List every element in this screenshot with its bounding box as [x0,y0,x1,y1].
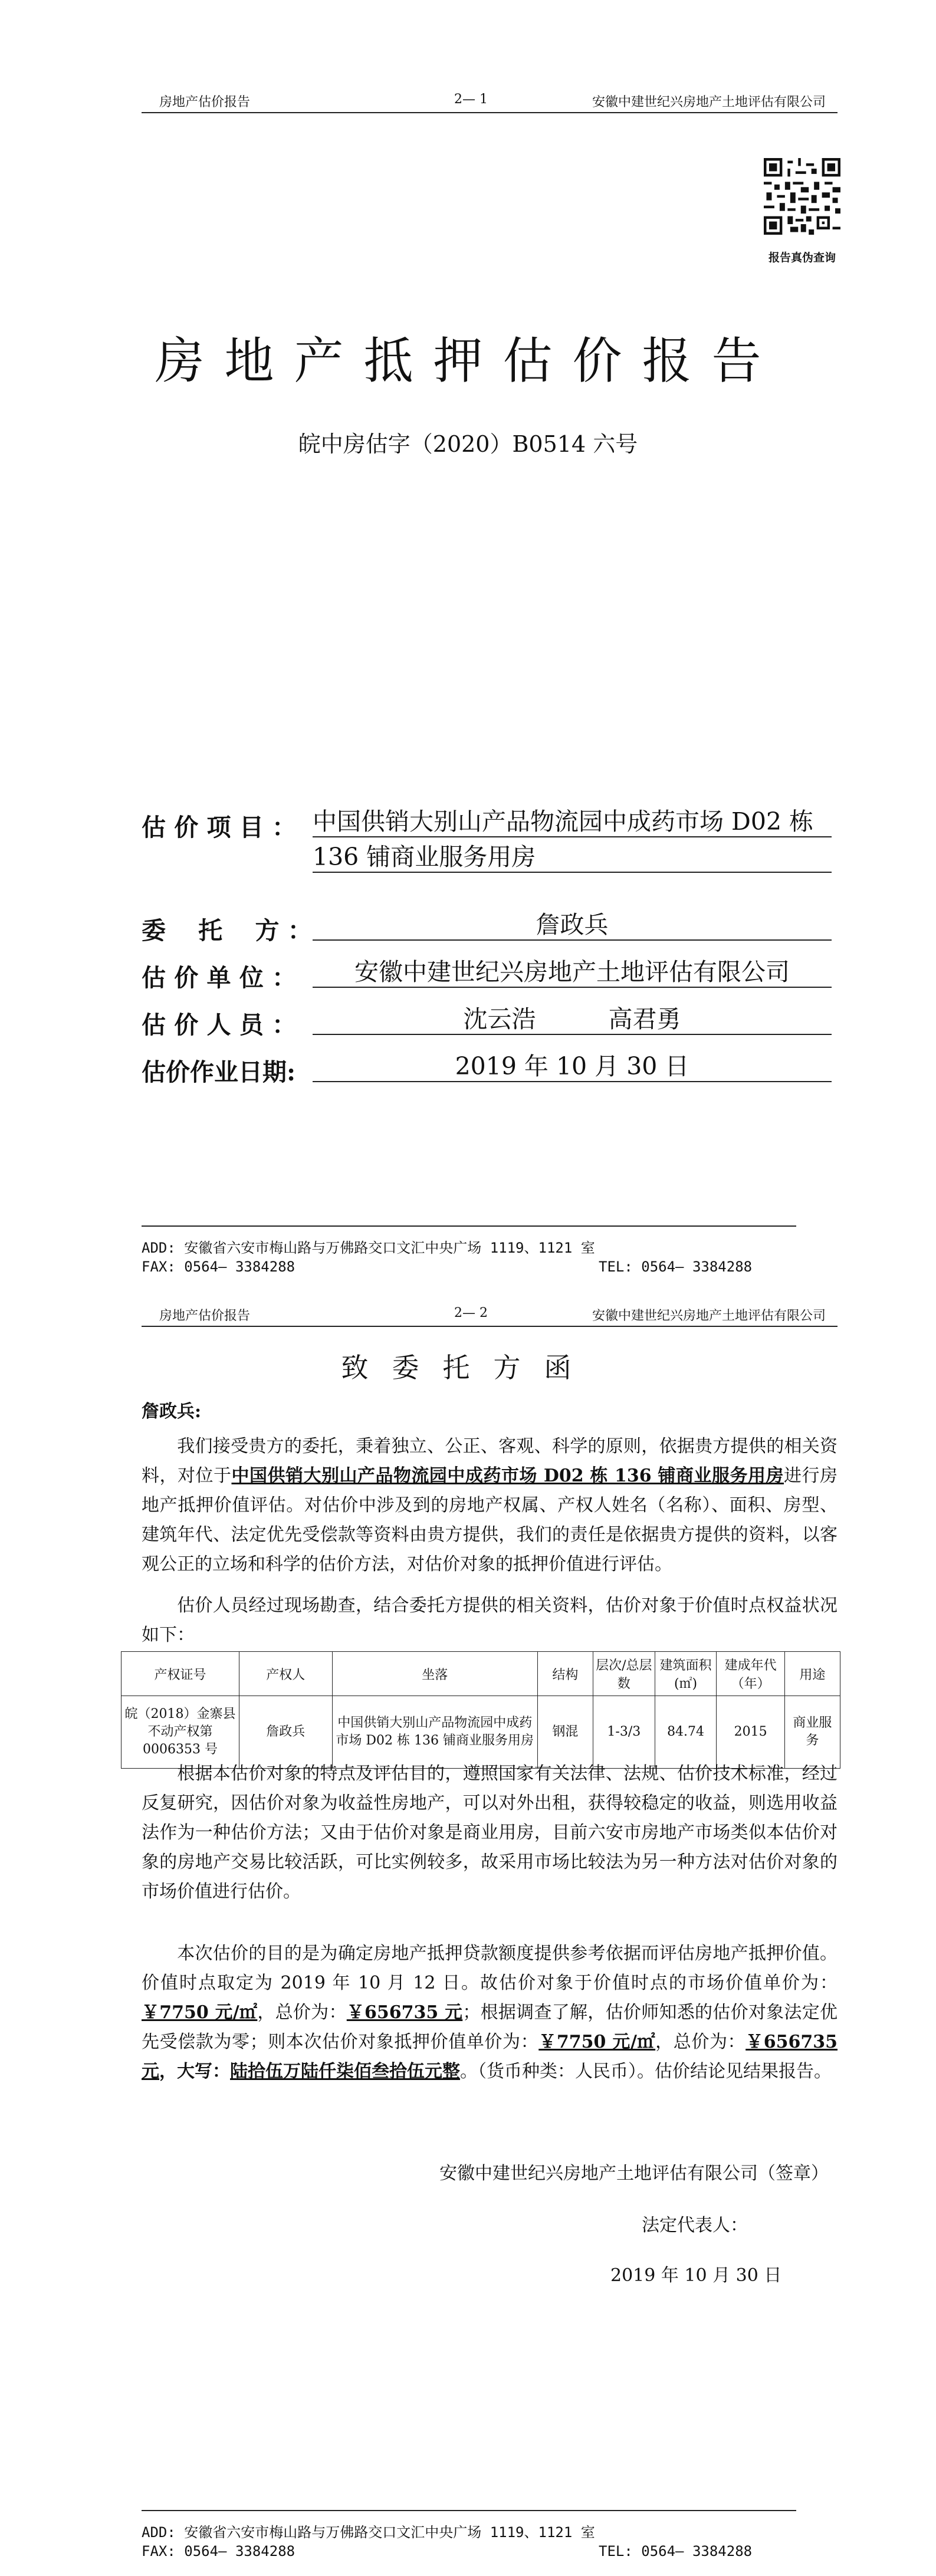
total-price: ￥656735 元 [346,2002,463,2023]
header-page-number: 2— 1 [454,92,488,107]
table-header: 建筑面积(㎡) [655,1652,717,1696]
table-cell: 中国供销大别山产品物流园中成药市场 D02 栋 136 铺商业服务用房 [332,1696,537,1769]
page-header [142,88,838,113]
qr-label: 报告真伪查询 [768,251,836,264]
table-cell: 1-3/3 [593,1696,655,1769]
header-right: 安徽中建世纪兴房地产土地评估有限公司 [592,95,826,110]
letter-page [0,1290,936,2576]
report-title: 房地产抵押估价报告 [155,332,781,390]
footer-fax: FAX: 0564— 3384288 [142,2543,295,2559]
mortgage-unit-price: ￥7750 元/㎡ [538,2032,656,2052]
header-right: 安徽中建世纪兴房地产土地评估有限公司 [592,1309,826,1323]
footer-contact [142,2543,838,2559]
footer-divider [142,1225,796,1227]
footer-tel: TEL: 0564— 3384288 [599,1259,753,1275]
footer-contact [142,1259,838,1275]
footer-fax: FAX: 0564— 3384288 [142,1259,295,1275]
table-header: 产权人 [239,1652,332,1696]
qr-code-icon[interactable] [764,158,840,235]
page-header [142,1302,838,1327]
footer-address: ADD: 安徽省六安市梅山路与万佛路交口文汇中央广场 1119、1121 室 [142,1240,595,1256]
table-cell: 2015 [717,1696,784,1769]
field-value: 2019 年 10 月 30 日 [313,1052,832,1082]
header-left: 房地产估价报告 [159,95,251,110]
signature-date: 2019 年 10 月 30 日 [610,2265,782,2286]
table-header: 结构 [537,1652,593,1696]
table-cell: 詹政兵 [239,1696,332,1769]
table-cell: 84.74 [655,1696,717,1769]
table-header-row [121,1652,840,1696]
paragraph-3: 根据本估价对象的特点及评估目的，遵照国家有关法律、法规、估价技术标准，经过反复研究，因估价对象为收益性房地产，可以对外出租，获得较稳定的收益，则选用收益法作为一种估价方法；又由于估价对象是商业用房，目前六安市房地产市场类似本估价对象的房地产交易比较活跃，可比实例较多，故采用市场比较法为另一种方法对估价对象的市场价值进行估价。 [142,1763,838,1902]
field-value: 沈云浩 高君勇 [313,1004,832,1035]
amount-in-words: 陆拾伍万陆仟柒佰叁拾伍元整 [230,2061,460,2082]
field-label: 估价作业日期: [142,1058,296,1086]
field-value: 安徽中建世纪兴房地产土地评估有限公司 [313,957,832,988]
table-row [121,1696,840,1769]
legal-representative: 法定代表人： [642,2215,748,2236]
header-page-number: 2— 2 [454,1306,488,1320]
mortgage-total-price: ￥656735 元 [142,2032,838,2082]
table-cell: 皖（2018）金寨县不动产权第 0006353 号 [121,1696,239,1769]
letter-greeting: 詹政兵: [142,1401,202,1422]
field-label: 估 价 人 员 ： [142,1011,297,1039]
table-cell: 商业服务 [784,1696,840,1769]
footer-address: ADD: 安徽省六安市梅山路与万佛路交口文汇中央广场 1119、1121 室 [142,2524,595,2541]
table-header: 建成年代（年） [717,1652,784,1696]
table-cell: 钢混 [537,1696,593,1769]
footer-divider [142,2510,796,2511]
table-header: 用途 [784,1652,840,1696]
letter-title: 致委托方函 [341,1352,595,1384]
table-header: 坐落 [332,1652,537,1696]
paragraph-4: 本次估价的目的是为确定房地产抵押贷款额度提供参考依据而评估房地产抵押价值。价值时点取定为 2019 年 10 月 12 日。故估价对象于价值时点的市场价值单价为：￥7750 元/㎡，总价为：￥656735 元；根据调查了解，估价师知悉的估价对象法定优先受偿款为零；则本次估价对象抵押价值单价为：￥7750 元/㎡，总价为：￥656735 元，大写：陆拾伍万陆仟柒佰叁拾伍元整。（货币种类：人民币）。估价结论见结果报告。 [142,1943,838,2082]
paragraph-2: 估价人员经过现场勘查，结合委托方提供的相关资料，估价对象于价值时点权益状况如下： [142,1595,838,1645]
field-value: 詹政兵 [313,910,832,941]
footer-tel: TEL: 0564— 3384288 [599,2543,753,2559]
table-header: 产权证号 [121,1652,239,1696]
table-header: 层次/总层数 [593,1652,655,1696]
field-value: 中国供销大别山产品物流园中成药市场 D02 栋 [313,807,832,837]
field-value-line2: 136 铺商业服务用房 [313,842,832,873]
header-left: 房地产估价报告 [159,1309,251,1323]
field-label: 估 价 项 目 ： [142,813,297,842]
document-number: 皖中房估字（2020）B0514 六号 [298,431,638,457]
unit-price: ￥7750 元/㎡ [142,2002,258,2023]
field-label: 估 价 单 位 ： [142,964,297,992]
property-table [121,1651,840,1769]
property-name: 中国供销大别山产品物流园中成药市场 D02 栋 136 铺商业服务用房 [231,1466,784,1486]
signer-company: 安徽中建世纪兴房地产土地评估有限公司（签章） [439,2163,829,2184]
field-label: 委 托 方 ： [142,916,312,945]
paragraph-1: 我们接受贵方的委托，秉着独立、公正、客观、科学的原则，依据贵方提供的相关资料，对位于中国供销大别山产品物流园中成药市场 D02 栋 136 铺商业服务用房进行房地产抵押价值评估。对估价中涉及到的房地产权属、产权人姓名（名称）、面积、房型、建筑年代、法定优先受偿款等资料由贵方提供，我们的责任是依据贵方提供的资料，以客观公正的立场和科学的估价方法，对估价对象的抵押价值进行评估。 [142,1436,838,1575]
